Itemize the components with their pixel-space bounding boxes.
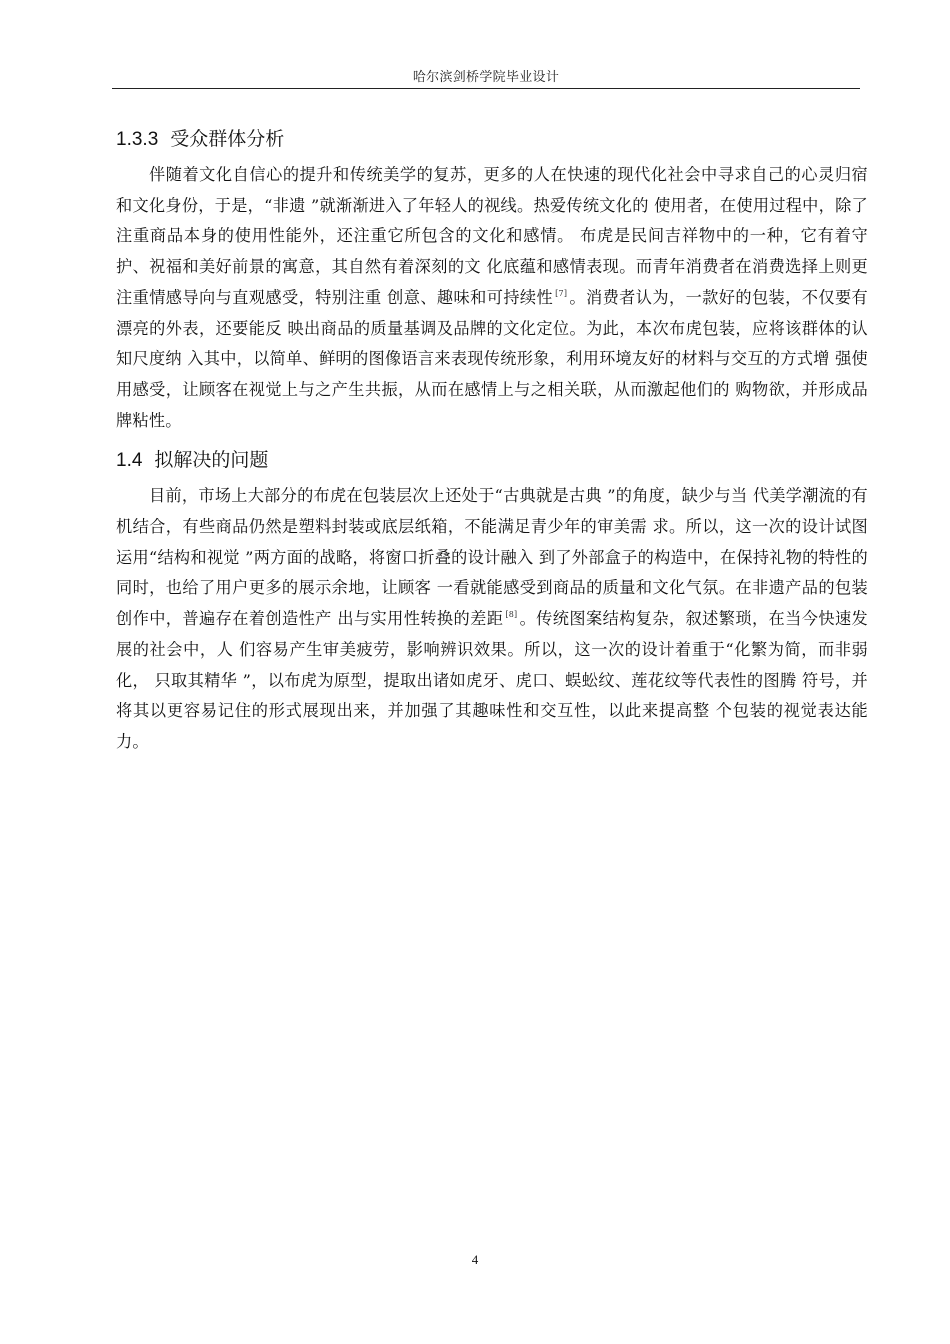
section-number: 1.3.3	[116, 129, 159, 150]
citation-reference[interactable]: [8]	[505, 610, 518, 620]
section-heading-audience-analysis	[116, 118, 868, 160]
document-body	[116, 118, 868, 761]
paragraph-audience-analysis	[116, 160, 868, 436]
paragraph-text: 伴随着文化自信心的提升和传统美学的复苏，更多的人在快速的现代化社会中寻求自己的心灵归宿和文化身份，于是，“非遗 ”就渐渐进入了年轻人的视线。热爱传统文化的 使用者，在使用过程中，除了注重商品本身的使用性能外，还注重它所包含的文化和感情。 布虎是民间吉祥物中的一种，它有着守护、祝福和美好前景的寓意，其自然有着深刻的文 化底蕴和感情表现。而青年消费者在消费选择上则更注重情感导向与直观感受，特别注重 创意、趣味和可持续性	[116, 165, 868, 307]
citation-reference[interactable]: [7]	[555, 288, 568, 298]
page-number: 4	[471, 1252, 479, 1267]
header-title: 哈尔滨剑桥学院毕业设计	[412, 70, 560, 85]
section-heading-problems-to-solve	[116, 439, 868, 481]
paragraph-text: 。传统图案结构复杂，叙述繁琐，在当今快速发展的社会中，人 们容易产生审美疲劳，影响辨识效果。所以，这一次的设计着重于“化繁为简，而非弱化， 只取其精华 ”，以布虎为原型，提取出诸如虎牙、虎口、蜈蚣纹、莲花纹等代表性的图腾 符号，并将其以更容易记住的形式展现出来，并加强了其趣味性和交互性，以此来提高整 个包装的视觉表达能力。	[116, 609, 868, 751]
page-header	[112, 62, 860, 89]
section-number: 1.4	[116, 450, 143, 472]
paragraph-text: 。消费者认为，一款好的包装，不仅要有漂亮的外表，还要能反 映出商品的质量基调及品牌的文化定位。为此，本次布虎包装，应将该群体的认知尺度纳 入其中，以简单、鲜明的图像语言来表现传统形象，利用环境友好的材料与交互的方式增 强使用感受，让顾客在视觉上与之产生共振，从而在感情上与之相关联，从而激起他们的 购物欲，并形成品牌粘性。	[116, 287, 868, 430]
paragraph-text: 目前，市场上大部分的布虎在包装层次上还处于“古典就是古典 ”的角度，缺少与当 代美学潮流的有机结合，有些商品仍然是塑料封装或底层纸箱，不能满足青少年的审美需 求。所以，这一次的设计试图运用“结构和视觉 ”两方面的战略，将窗口折叠的设计融入 到了外部盒子的构造中，在保持礼物的特性的同时，也给了用户更多的展示余地，让顾客 一看就能感受到商品的质量和文化气氛。在非遗产品的包装创作中，普遍存在着创造性产 出与实用性转换的差距	[116, 486, 868, 629]
paragraph-problems-to-solve	[116, 481, 868, 757]
section-title: 拟解决的问题	[154, 449, 269, 472]
section-title: 受众群体分析	[170, 128, 285, 150]
